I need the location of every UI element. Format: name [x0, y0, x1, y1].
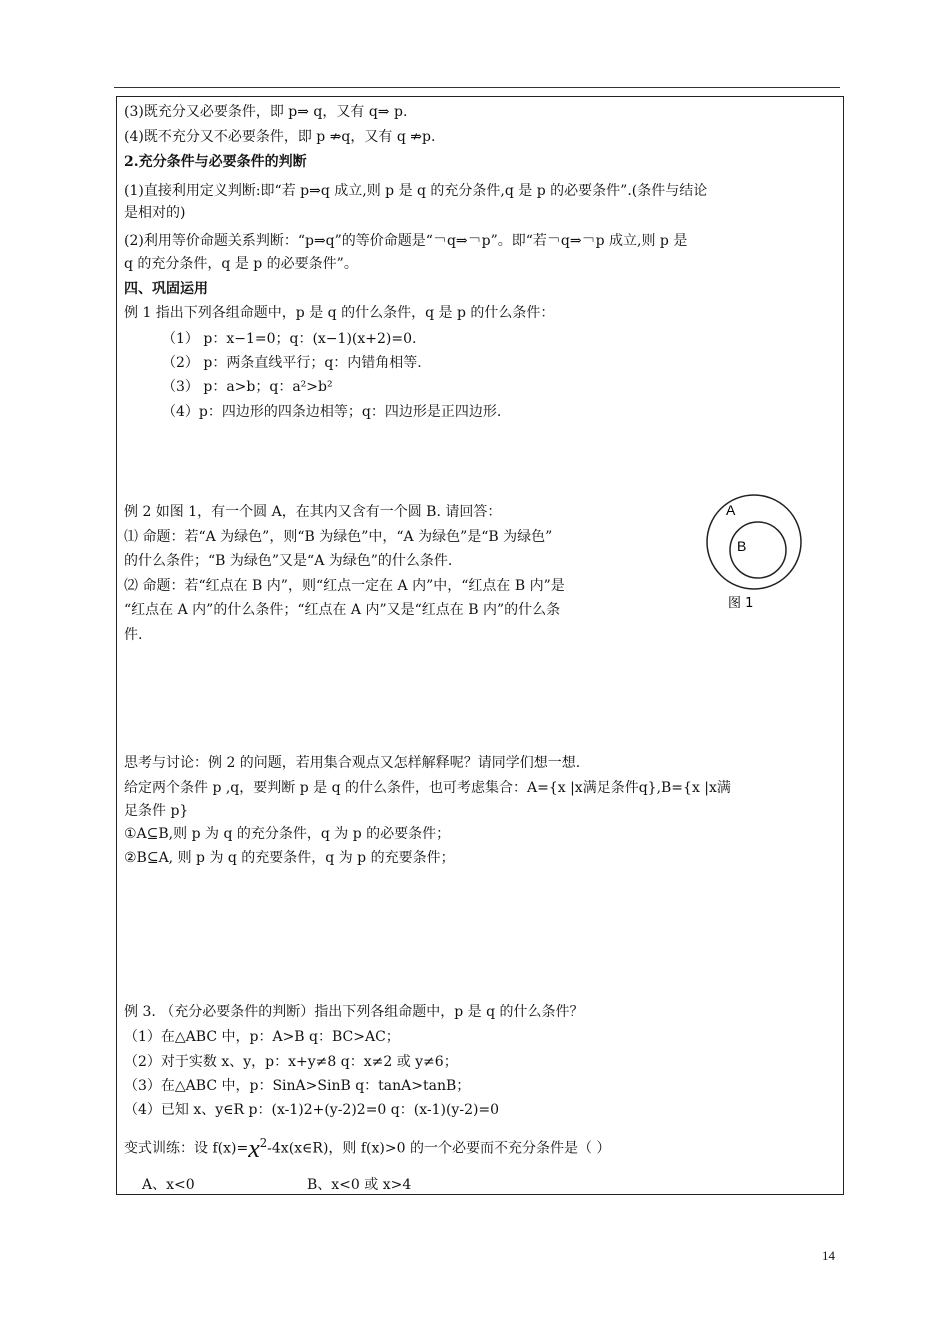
text-line: 是相对的): [124, 205, 186, 221]
text-line: （2）对于实数 x、y，p：x+y≠8 q：x≠2 或 y≠6；: [124, 1054, 458, 1070]
text-line: 给定两个条件 p ,q，要判断 p 是 q 的什么条件，也可考虑集合：A={x |x满足条件q},B={x |x满: [124, 780, 731, 796]
example-3-title: 例 3. （充分必要条件的判断）指出下列各组命题中，p 是 q 的什么条件？: [124, 1004, 584, 1020]
figure-1: [704, 487, 804, 617]
section-heading: 2.充分条件与必要条件的判断: [124, 154, 307, 170]
text-line: 的什么条件；“B 为绿色”又是“A 为绿色”的什么条件.: [124, 553, 453, 569]
text-line: ⑴ 命题：若“A 为绿色”，则“B 为绿色”中，“A 为绿色”是“B 为绿色”: [124, 529, 553, 545]
text-line: 件.: [124, 627, 143, 643]
text-line: （4）已知 x、y∈R p：(x-1)2+(y-2)2=0 q：(x-1)(y-2)=0: [124, 1102, 500, 1118]
discussion-title: 思考与讨论：例 2 的问题，若用集合观点又怎样解释呢？请同学们想一想.: [124, 755, 581, 771]
variant-line: [124, 1133, 611, 1163]
option-b: B、x<0 或 x>4: [307, 1177, 412, 1193]
text-line: ②B⊆A, 则 p 为 q 的充要条件，q 为 p 的充要条件；: [124, 850, 455, 866]
text-line: (3)既充分又必要条件，即 p⇒ q，又有 q⇒ p.: [124, 104, 408, 120]
variant-x: x: [248, 1133, 260, 1163]
circle-a: [707, 495, 801, 589]
header-rule: [114, 87, 840, 88]
text-line: （2） p：两条直线平行；q：内错角相等.: [162, 355, 422, 371]
text-line: （1） p：x−1=0；q：(x−1)(x+2)=0.: [162, 331, 417, 347]
page-number: 14: [822, 1248, 835, 1263]
variant-exponent: 2: [259, 1136, 268, 1150]
section-heading: 四、巩固运用: [124, 281, 208, 297]
text-line: 足条件 p}: [124, 803, 189, 819]
example-1-title: 例 1 指出下列各组命题中，p 是 q 的什么条件，q 是 p 的什么条件：: [124, 305, 555, 321]
text-line: q 的充分条件，q 是 p 的必要条件”。: [124, 256, 358, 272]
text-line: ⑵ 命题：若“红点在 B 内”，则“红点一定在 A 内”中，“红点在 B 内”是: [124, 578, 565, 594]
figure-caption: 图 1: [728, 596, 754, 611]
option-a: A、x<0: [142, 1177, 195, 1193]
example-2-title: 例 2 如图 1，有一个圆 A，在其内又含有一个圆 B. 请回答：: [124, 504, 502, 520]
variant-suffix: -4x(x∈R)，则 f(x)>0 的一个必要而不充分条件是（ ）: [267, 1140, 611, 1157]
text-line: （4）p：四边形的四条边相等；q：四边形是正四边形.: [162, 404, 502, 420]
text-line: (1)直接利用定义判断:即“若 p⇒q 成立,则 p 是 q 的充分条件,q 是 p 的必要条件”.(条件与结论: [124, 183, 708, 199]
text-line: （3） p：a>b；q：a²>b²: [162, 379, 333, 395]
circle-b-label: B: [737, 538, 747, 554]
text-line: “红点在 A 内”的什么条件；“红点在 A 内”又是“红点在 B 内”的什么条: [124, 602, 561, 618]
text-line: (4)既不充分又不必要条件，即 p ⇏q，又有 q ⇏p.: [124, 129, 436, 145]
nested-circles-diagram: [704, 487, 804, 617]
text-line: ①A⊆B,则 p 为 q 的充分条件，q 为 p 的必要条件；: [124, 826, 451, 842]
content-box: [116, 96, 844, 1195]
text-line: (2)利用等价命题关系判断：“p⇒q”的等价命题是“￢q⇒￢p”。即“若￢q⇒￢p 成立,则 p 是: [124, 233, 688, 249]
circle-a-label: A: [726, 502, 736, 518]
variant-prefix: 变式训练：设 f(x)=: [124, 1140, 249, 1157]
text-line: （3）在△ABC 中，p：SinA>SinB q：tanA>tanB；: [124, 1078, 471, 1094]
text-line: （1）在△ABC 中，p：A>B q：BC>AC；: [124, 1029, 400, 1045]
